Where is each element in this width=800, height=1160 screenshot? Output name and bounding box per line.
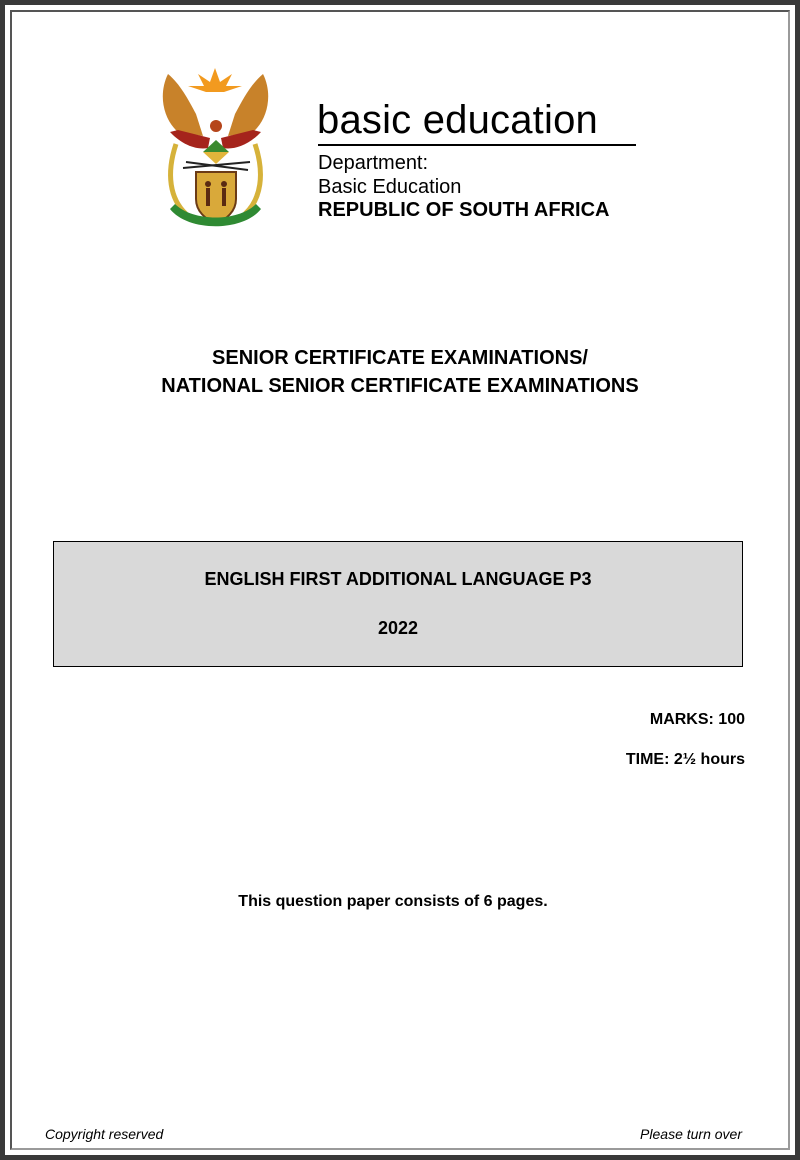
coat-of-arms-emblem	[158, 64, 273, 236]
subject-title: ENGLISH FIRST ADDITIONAL LANGUAGE P3	[204, 569, 592, 589]
department-name	[318, 151, 461, 199]
marks: MARKS: 100	[649, 711, 745, 728]
footer-copyright: Copyright reserved	[45, 1126, 164, 1142]
exam-title-line1: SENIOR CERTIFICATE EXAMINATIONS/	[212, 347, 588, 369]
footer-turn-over: Please turn over	[640, 1126, 742, 1142]
exam-year: 2022	[377, 618, 419, 638]
exam-title-line2: NATIONAL SENIOR CERTIFICATE EXAMINATIONS	[161, 375, 639, 397]
brand-wordmark: basic education	[317, 98, 598, 142]
subject-box	[53, 541, 743, 667]
time: TIME: 2½ hours	[625, 751, 745, 768]
department-title: Basic Education	[318, 176, 462, 198]
country-name: REPUBLIC OF SOUTH AFRICA	[318, 199, 610, 221]
department-label: Department:	[318, 152, 429, 174]
pages-note: This question paper consists of 6 pages.	[238, 893, 548, 910]
brand-underline	[318, 144, 636, 146]
